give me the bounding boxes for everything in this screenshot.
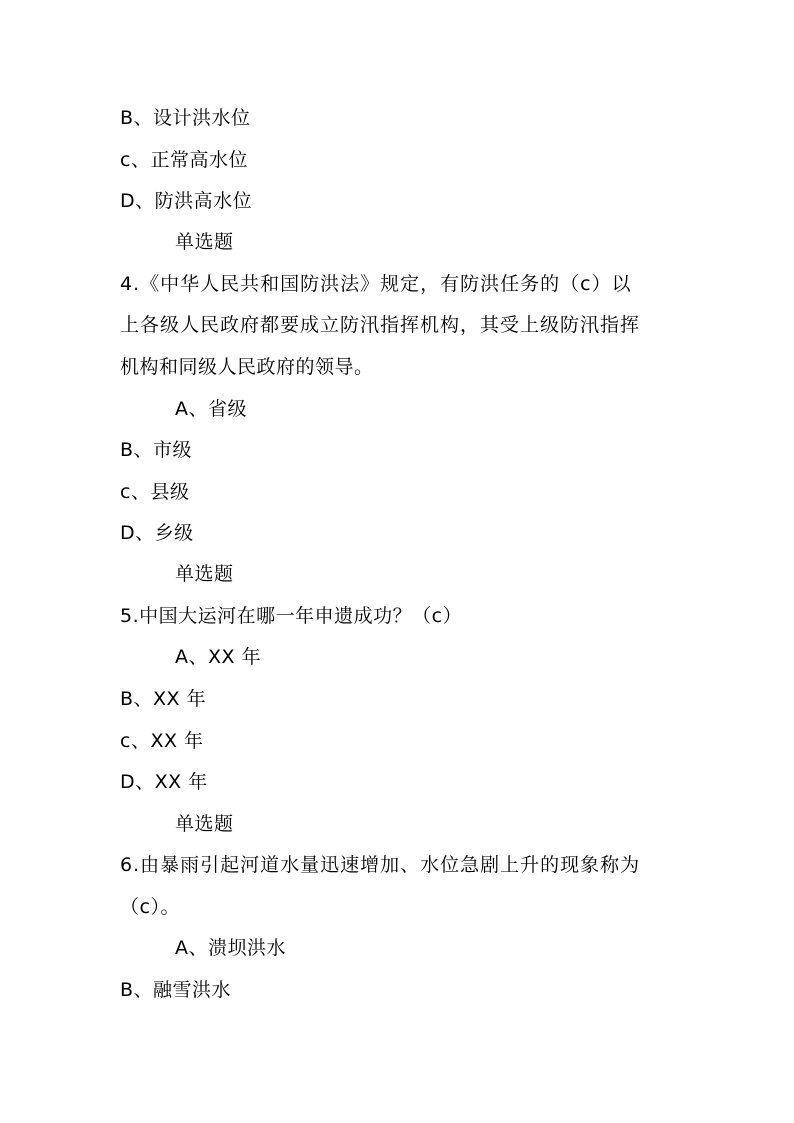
question-4-text-line-2: 上各级人民政府都要成立防汛指挥机构，其受上级防汛指挥 — [120, 314, 641, 336]
question-4-text-line-1: 4.《中华人民共和国防洪法》规定，有防洪任务的（c）以 — [120, 273, 632, 295]
question-4-option-a: A、省级 — [175, 398, 247, 420]
question-5-option-c: c、XX 年 — [120, 730, 204, 752]
question-type-label: 单选题 — [175, 563, 234, 585]
option-b: B、设计洪水位 — [120, 107, 251, 129]
option-d: D、防洪高水位 — [120, 190, 253, 212]
question-5-option-a: A、XX 年 — [175, 646, 262, 668]
question-4-option-d: D、乡级 — [120, 522, 194, 544]
question-5-text: 5.中国大运河在哪一年申遗成功？（c） — [120, 605, 463, 627]
question-6-option-a: A、溃坝洪水 — [175, 937, 286, 959]
question-4-text-line-3: 机构和同级人民政府的领导。 — [120, 356, 374, 378]
question-6-text-line-1: 6.由暴雨引起河道水量迅速增加、水位急剧上升的现象称为 — [120, 854, 641, 876]
question-6-text-line-2: （c）。 — [120, 896, 180, 918]
question-type-label: 单选题 — [175, 231, 234, 253]
question-4-option-b: B、市级 — [120, 439, 193, 461]
question-4-option-c: c、县级 — [120, 481, 190, 503]
question-type-label: 单选题 — [175, 813, 234, 835]
question-5-option-d: D、XX 年 — [120, 771, 208, 793]
question-5-option-b: B、XX 年 — [120, 688, 207, 710]
question-6-option-b: B、融雪洪水 — [120, 979, 232, 1001]
option-c: c、正常高水位 — [120, 149, 248, 171]
